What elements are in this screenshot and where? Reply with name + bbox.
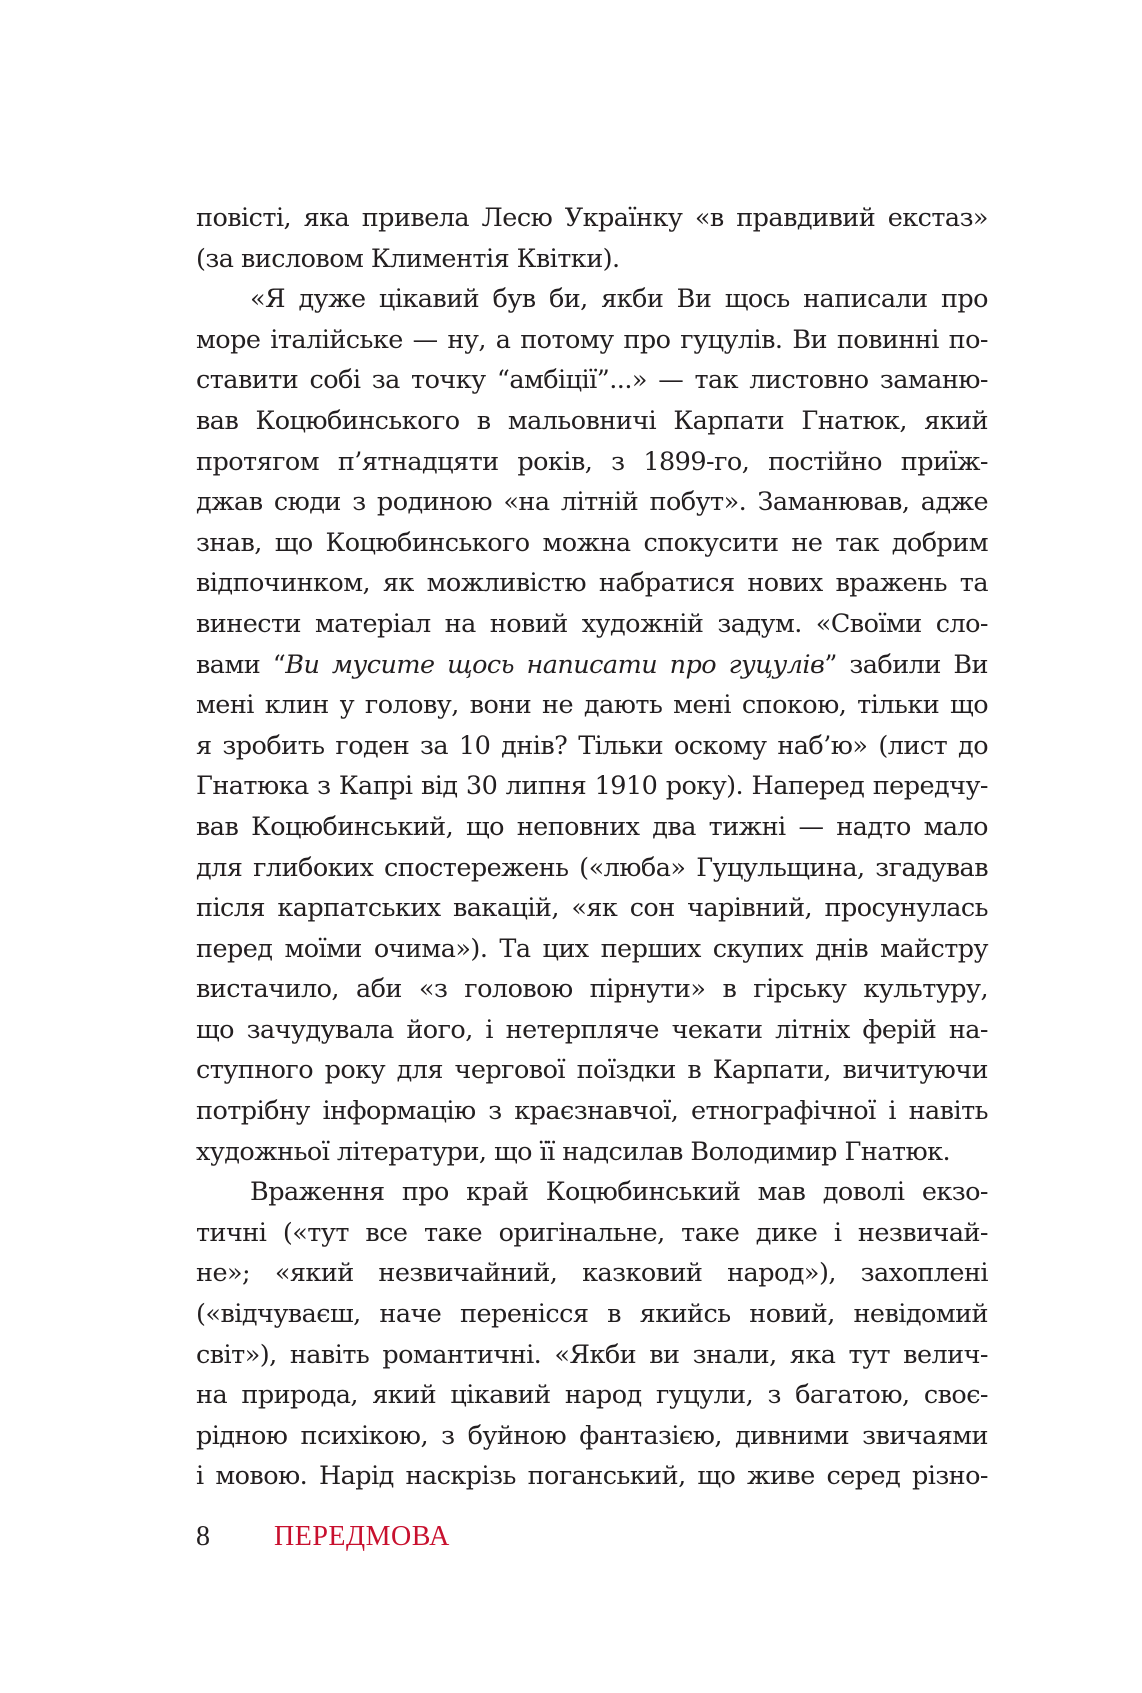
text-line: джав сюди з родиною «на літній побут». Заманював, адже [196, 487, 988, 518]
text-line: світ»), навіть романтичні. «Якби ви знали, яка тут велич- [196, 1339, 988, 1370]
text-line: море італійське — ну, а потому про гуцулів. Ви повинні по- [196, 324, 988, 355]
text-line: на природа, який цікавий народ гуцули, з багатою, своє- [196, 1380, 988, 1411]
text-line: вистачило, аби «з головою пірнути» в гірську культуру, [196, 974, 988, 1005]
text-line: для глибоких спостережень («люба» Гуцульщина, згадував [196, 852, 988, 883]
text-line: вав Коцюбинського в мальовничі Карпати Гнатюк, який [196, 405, 988, 436]
text-line: мені клин у голову, вони не дають мені спокою, тільки що [196, 690, 988, 721]
page-number: 8 [196, 1521, 210, 1552]
text-line: ставити собі за точку “амбіції”...» — так листовно заманю- [196, 365, 988, 396]
text-line: перед моїми очима»). Та цих перших скупих днів майстру [196, 933, 988, 964]
text-line: потрібну інформацію з краєзнавчої, етнографічної і навіть [196, 1096, 988, 1127]
italic-quote: Ви мусите щось написати про гуцулів [285, 649, 825, 680]
text-line: повісті, яка привела Лесю Українку «в правдивий екстаз» [196, 203, 988, 233]
text-line: (за висловом Климентія Квітки). [196, 243, 620, 274]
text-line: винести матеріал на новий художній задум. «Своїми сло- [196, 608, 988, 639]
running-head: ПЕРЕДМОВА [274, 1521, 450, 1552]
text-line: Враження про край Коцюбинський мав доволі екзо- [250, 1177, 988, 1208]
text-line: і мовою. Нарід наскрізь поганський, що живе серед різно- [196, 1461, 988, 1492]
text-line: після карпатських вакацій, «як сон чарівний, просунулась [196, 893, 988, 924]
text-line: не»; «який незвичайний, казковий народ»), захоплені [196, 1258, 988, 1289]
body-text [196, 198, 988, 1497]
text-line: «Я дуже цікавий був би, якби Ви щось написали про [250, 284, 988, 315]
page-footer [196, 1520, 450, 1554]
text-line: вами “Ви мусите щось написати про гуцулів” забили Ви [196, 649, 988, 680]
text-line: художньої літератури, що її надсилав Володимир Гнатюк. [196, 1136, 951, 1167]
text-line: тичні («тут все таке оригінальне, таке дике і незвичай- [196, 1217, 988, 1248]
text-line: знав, що Коцюбинського можна спокусити не так добрим [196, 527, 988, 558]
text-line: ступного року для чергової поїздки в Карпати, вичитуючи [196, 1055, 988, 1086]
text-line: протягом п’ятнадцяти років, з 1899-го, постійно приїж- [196, 446, 988, 477]
text-line: Гнатюка з Капрі від 30 липня 1910 року). Наперед передчу- [196, 771, 988, 802]
text-line: що зачудувала його, і нетерпляче чекати літніх ферій на- [196, 1014, 988, 1045]
text-line: відпочинком, як можливістю набратися нових вражень та [196, 568, 988, 599]
text-line: я зробить годен за 10 днів? Тільки оскому наб’ю» (лист до [196, 730, 988, 761]
text-line: вав Коцюбинський, що неповних два тижні — надто мало [196, 811, 988, 842]
text-line: («відчуваєш, наче перенісся в якийсь новий, невідомий [196, 1299, 988, 1330]
text-line: рідною психікою, з буйною фантазією, дивними звичаями [196, 1420, 988, 1451]
